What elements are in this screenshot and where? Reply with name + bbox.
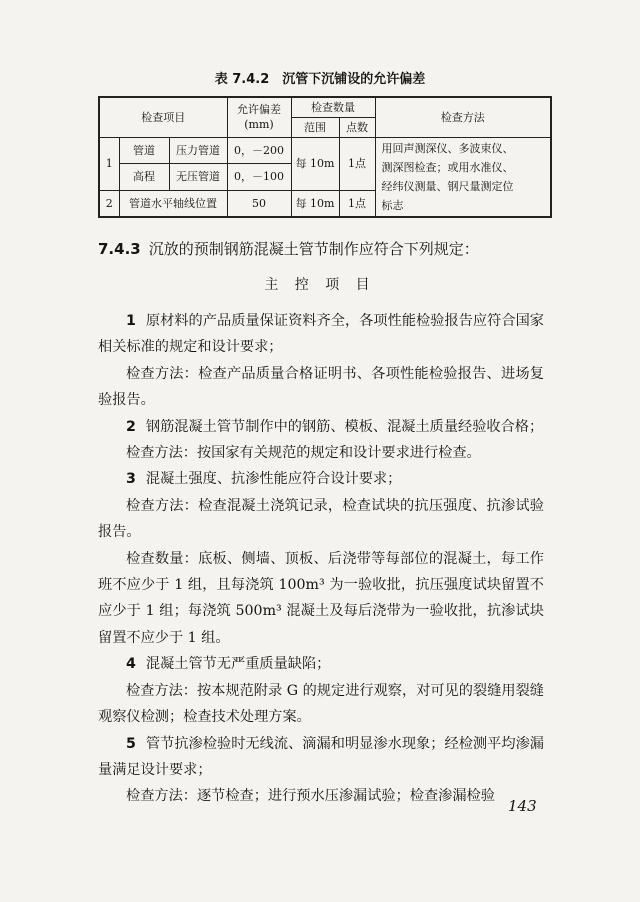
paragraph: 检查方法：逐节检查；进行预水压渗漏试验；检查渗漏检验 (126, 788, 495, 805)
method-cell (375, 137, 551, 217)
row-tol-1: 0，－200 (227, 137, 291, 164)
row-group-2: 高程 (119, 164, 169, 191)
header-item: 检查项目 (99, 97, 227, 137)
row-range: 每 10m (291, 137, 339, 190)
row-range: 每 10m (291, 190, 339, 217)
row-tol-2: 0，－100 (227, 164, 291, 191)
header-points: 点数 (339, 117, 375, 137)
section-number: 7.4.3 (98, 240, 141, 258)
row-points: 1点 (339, 137, 375, 190)
body-text (98, 308, 544, 810)
paragraph: 检查方法：检查混凝土浇筑记录，检查试块的抗压强度、抗渗试验报告。 (98, 497, 544, 541)
row-group: 管道 (119, 137, 169, 164)
tolerance-table (98, 96, 552, 218)
main-items-heading: 主 控 项 目 (264, 277, 376, 293)
table-title: 表 7.4.2 沉管下沉铺设的允许偏差 (214, 72, 426, 87)
header-range: 范围 (291, 117, 339, 137)
row-points: 1点 (339, 190, 375, 217)
paragraph: 检查方法：检查产品质量合格证明书、各项性能检验报告、进场复验报告。 (98, 365, 544, 409)
header-method: 检查方法 (375, 97, 551, 137)
paragraph: 5 管节抗渗检验时无线流、滴漏和明显渗水现象；经检测平均渗漏量满足设计要求； (98, 735, 544, 778)
page-number: 143 (508, 797, 537, 815)
method-line: 用回声测深仪、多波束仪、 (381, 141, 514, 155)
row-number: 2 (99, 190, 119, 217)
header-tolerance (227, 97, 291, 137)
header-quantity: 检查数量 (291, 97, 375, 117)
paragraph: 2 钢筋混凝土管节制作中的钢筋、模板、混凝土质量经验收合格； (126, 418, 544, 435)
section-heading (98, 238, 479, 259)
row-sub-1: 压力管道 (169, 137, 227, 164)
method-line: 标志 (381, 198, 404, 212)
row-tol: 50 (227, 190, 291, 217)
paragraph: 检查数量：底板、侧墙、顶板、后浇带等每部位的混凝土，每工作班不应少于 1 组，且每浇筑 100m³ 为一验收批，抗压强度试块留置不应少于 1 组；每浇筑 500m³ 混凝土及每后浇带为一验收批，抗渗试块留置不应少于 1 组。 (98, 550, 544, 646)
row-item: 管道水平轴线位置 (119, 190, 227, 217)
paragraph: 1 原材料的产品质量保证资料齐全，各项性能检验报告应符合国家相关标准的规定和设计要求； (98, 313, 544, 356)
row-sub-2: 无压管道 (169, 164, 227, 191)
method-line: 经纬仪测量、钢尺量测定位 (381, 179, 514, 193)
section-text: 沉放的预制钢筋混凝土管节制作应符合下列规定： (148, 240, 479, 258)
paragraph: 检查方法：按本规范附录 G 的规定进行观察，对可见的裂缝用裂缝观察仪检测；检查技术处理方案。 (98, 682, 544, 726)
paragraph: 4 混凝土管节无严重质量缺陷； (126, 656, 331, 673)
row-number: 1 (99, 137, 119, 190)
paragraph: 3 混凝土强度、抗渗性能应符合设计要求； (126, 471, 402, 488)
tolerance-label: 允许偏差 (237, 103, 281, 117)
method-line: 测深图检查；或用水准仪、 (381, 160, 514, 174)
paragraph: 检查方法：按国家有关规范的规定和设计要求进行检查。 (126, 445, 481, 462)
tolerance-unit: (mm) (244, 118, 274, 132)
